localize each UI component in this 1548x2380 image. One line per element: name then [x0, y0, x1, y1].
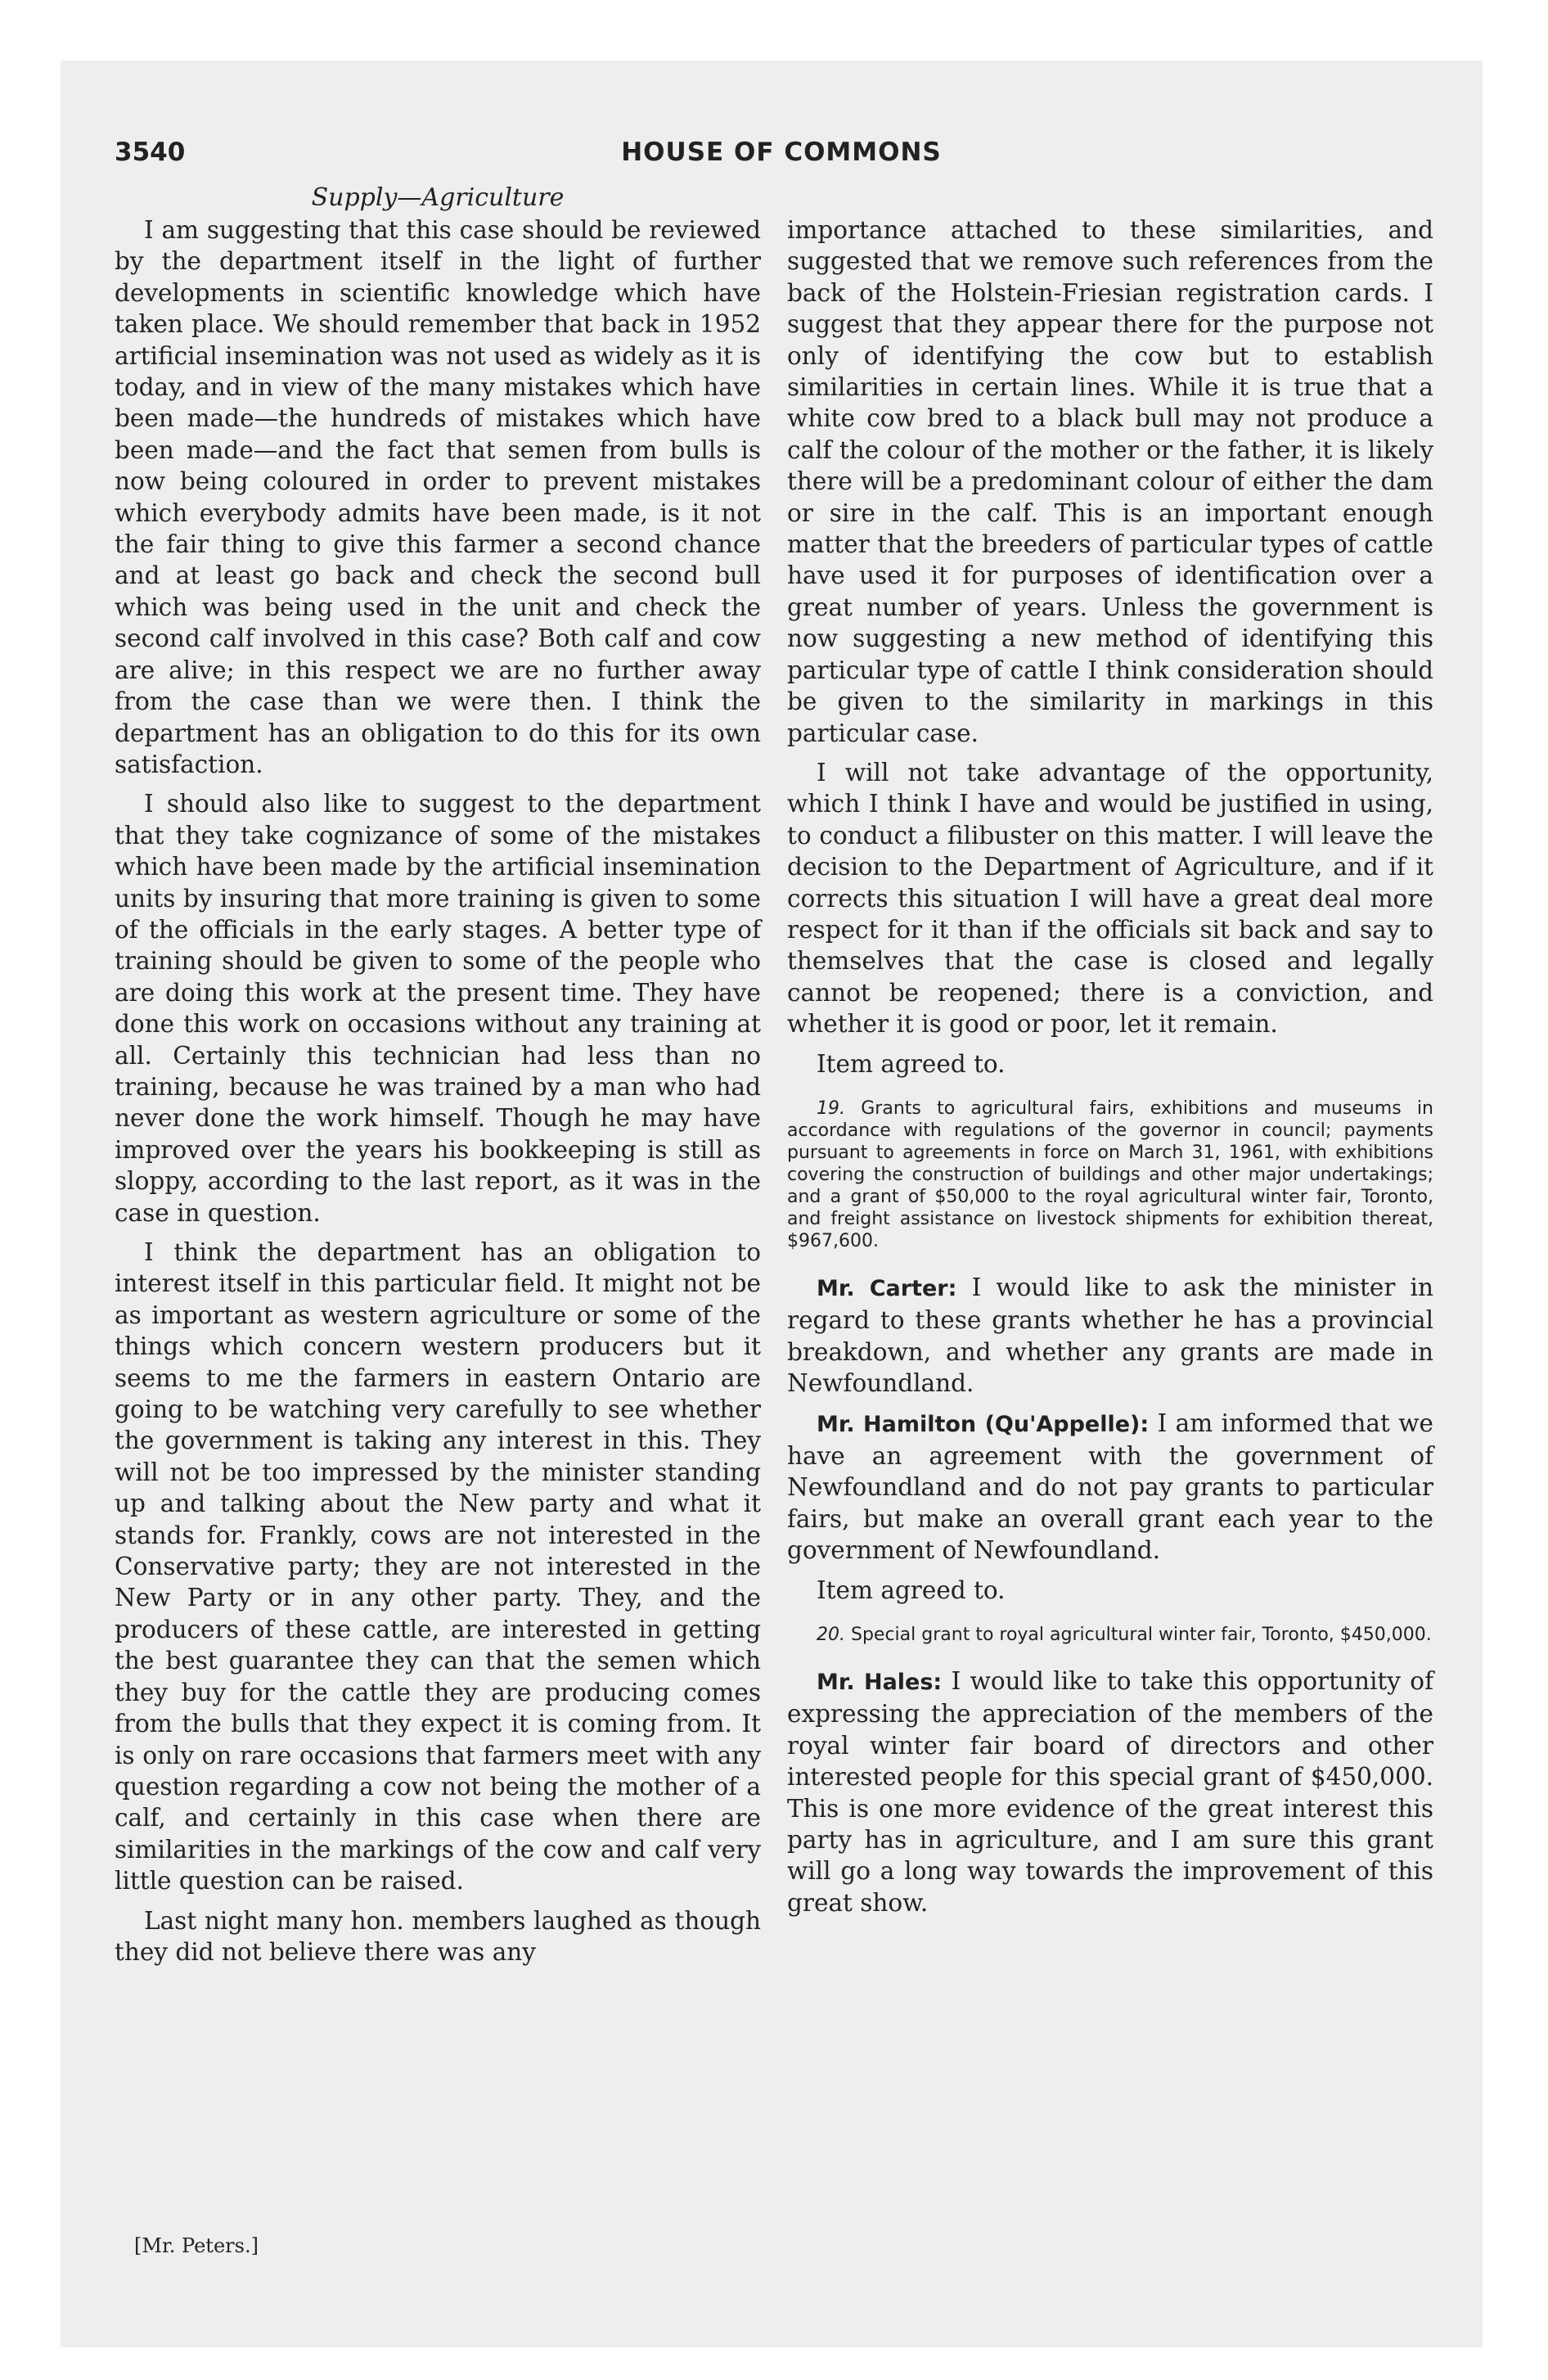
paragraph: I should also like to suggest to the department that they take cognizance of some of the mistakes which have been made by the artificial insemination units by insuring that more training is given to some of the officials in the early stages. A better type of training should be given to some of the people who are doing this work at the present time. They have done this work on occasions without any training at all. Certainly this technician had less than no training, because he was trained by a man who had never done the work himself. Though he may have improved over the years his bookkeeping is still as sloppy, according to the last report, as it was in the case in question.: [115, 790, 761, 1227]
speaker-name: Mr. Carter:: [817, 1275, 957, 1301]
speech-text: I would like to take this opportunity of expressing the appreciation of the members of the royal winter fair board of directors and other interested people for this special grant of $450,000. This is one more evidence of the great interest this party has in agriculture, and I am sure this grant will go a long way towards the improvement of this great show.: [787, 1667, 1433, 1917]
speaker-name: Mr. Hales:: [817, 1670, 943, 1696]
vote-text: Grants to agricultural fairs, exhibitions and museums in accordance with regulations of the governor in council; payments pursuant to agreements in force on March 31, 1961, with exhibitions covering the construction of buildings and other major undertakings; and a grant of $50,000 to the royal agricultural winter fair, Toronto, and freight assistance on livestock shipments for exhibition thereat, $967,600.: [787, 1098, 1433, 1251]
vote-item-20: [787, 1624, 1433, 1646]
speech-hamilton: [787, 1408, 1433, 1566]
page-header: [115, 137, 1448, 178]
paragraph: I am suggesting that this case should be reviewed by the department itself in the light of further developments in scientific knowledge which have taken place. We should remember that back in 1952 artificial insemination was not used as widely as it is today, and in view of the many mistakes which have been made—the hundreds of mistakes which have been made—and the fact that semen from bulls is now being coloured in order to prevent mistakes which everybody admits have been made, is it not the fair thing to give this farmer a second chance and at least go back and check the second bull which was being used in the unit and check the second calf involved in this case? Both calf and cow are alive; in this respect we are no further away from the case than we were then. I think the department has an obligation to do this for its own satisfaction.: [115, 216, 761, 778]
paragraph-continuation: importance attached to these similarities, and suggested that we remove such references from the back of the Holstein-Friesian registration cards. I suggest that they appear there for the purpose not only of identifying the cow but to establish similarities in certain lines. While it is true that a white cow bred to a black bull may not produce a calf the colour of the mother or the father, it is likely there will be a predominant colour of either the dam or sire in the calf. This is an important enough matter that the breeders of particular types of cattle have used it for purposes of identification over a great number of years. Unless the government is now suggesting a new method of identifying this particular type of cattle I think consideration should be given to the similarity in markings in this particular case.: [787, 216, 1433, 747]
speech-hales: [787, 1666, 1433, 1918]
speech-text: I would like to ask the minister in regard to these grants whether he has a provincial breakdown, and whether any grants are made in Newfoundland.: [787, 1273, 1433, 1398]
page-number: 3540: [115, 137, 186, 167]
section-subheading: Supply—Agriculture: [311, 183, 565, 212]
left-column: [115, 214, 761, 1976]
speaker-name: Mr. Hamilton (Qu'Appelle):: [817, 1411, 1150, 1437]
paragraph: Last night many hon. members laughed as though they did not believe there was any: [115, 1906, 761, 1966]
paragraph: I think the department has an obligation to interest itself in this particular field. It might not be as important as western agriculture or some of the things which concern western producers but it seems to me the farmers in eastern Ontario are going to be watching very carefully to see whether the government is taking any interest in this. They will not be too impressed by the minister standing up and talking about the New party and what it stands for. Frankly, cows are not interested in the Conservative party; they are not interested in the New Party or in any other party. They, and the producers of these cattle, are interested in getting the best guarantee they can that the semen which they buy for the cattle they are producing comes from the bulls that they expect it is coming from. It is only on rare occasions that farmers meet with any question regarding a cow not being the mother of a calf, and certainly in this case when there are similarities in the markings of the cow and calf very little question can be raised.: [115, 1238, 761, 1895]
item-agreed: Item agreed to.: [817, 1049, 1006, 1078]
item-agreed: Item agreed to.: [817, 1575, 1006, 1604]
vote-item-19: [787, 1098, 1433, 1252]
vote-number: 19.: [817, 1098, 845, 1119]
vote-text: Special grant to royal agricultural winter fair, Toronto, $450,000.: [851, 1625, 1432, 1646]
publication-title: HOUSE OF COMMONS: [621, 137, 942, 167]
footer-speaker-reference: [Mr. Peters.]: [134, 2234, 259, 2257]
speech-text: I am informed that we have an agreement with the government of Newfoundland and do not pay grants to particular fairs, but make an overall grant each year to the government of Newfoundland.: [787, 1409, 1433, 1565]
right-column: [787, 214, 1433, 1927]
vote-number: 20.: [817, 1625, 845, 1646]
paragraph: I will not take advantage of the opportunity, which I think I have and would be justified in using, to conduct a filibuster on this matter. I will leave the decision to the Department of Agriculture, and if it corrects this situation I will have a great deal more respect for it than if the officials sit back and say to themselves that the case is closed and legally cannot be reopened; there is a conviction, and whether it is good or poor, let it remain.: [787, 758, 1433, 1039]
speech-carter: [787, 1272, 1433, 1400]
